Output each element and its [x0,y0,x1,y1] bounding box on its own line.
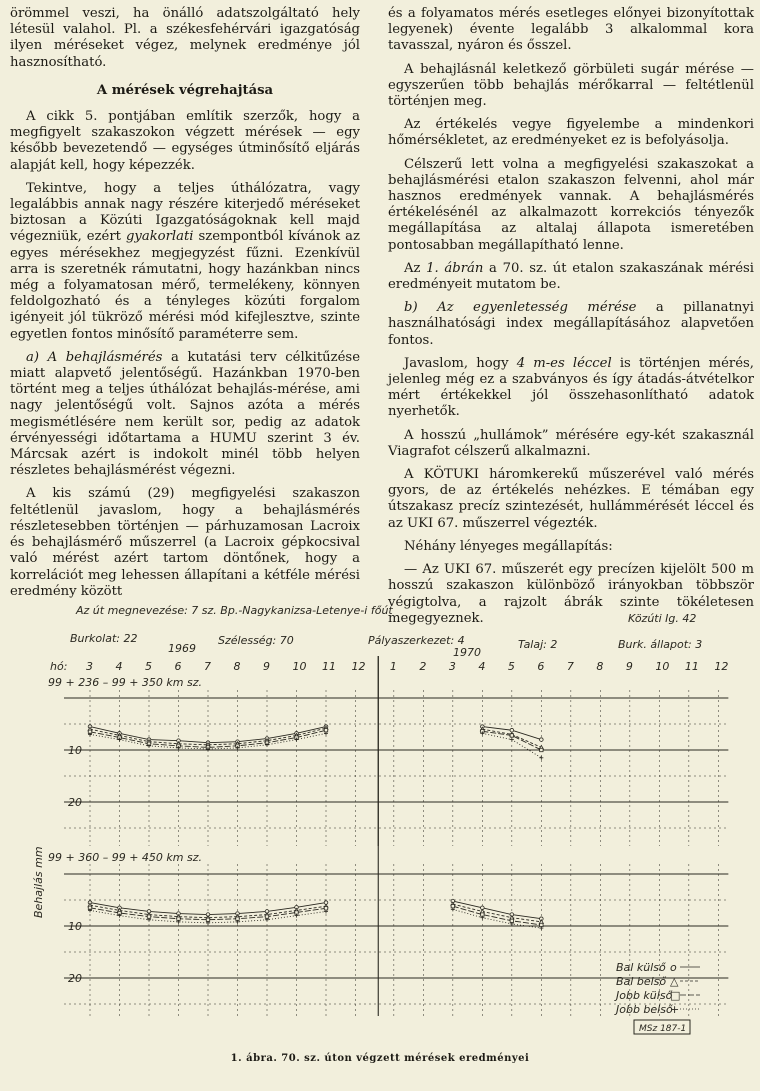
paragraph [388,261,754,293]
paragraph: Célszerű lett volna a megfigyelési szakaszokat a behajlásmérési etalon szakaszon felvenni, ahol már hasznos eredmények vannak. A behajlásmérés értékelésénél az alkalmazott korrekciós tényezők megállapítása az altalaj állapota ismeretében pontosabban megállapítható lenne. [388,156,754,253]
legend-label: Jobb külső [616,989,673,1002]
month-tick-label: 10 [292,660,307,673]
month-tick-label: 4 [478,660,486,673]
month-tick-label: 5 [145,660,152,673]
legend-marker: △ [670,975,679,988]
y-tick-label: 10 [68,744,82,757]
month-label: hó: [50,660,68,673]
szelesseg-label: Szélesség: 70 [218,634,294,647]
legend-marker: □ [670,989,681,1002]
data-point [510,734,513,737]
deflection-figure [28,598,729,1046]
paragraph: A behajlásnál keletkező görbületi sugár mérése — egyszerűen több behajlás mérőkarral — feltétlenül történjen meg. [388,61,754,110]
text-run: Az [404,260,427,276]
month-tick-label: 6 [174,660,182,673]
paragraph: Néhány lényeges megállapítás: [404,538,613,554]
month-tick-label: 9 [625,660,633,673]
month-tick-label: 7 [566,660,574,673]
paragraph: Az értékelés vegye figyelembe a mindenkori hőmérsékletet, az eredményeket ez is befolyásolja. [388,117,754,149]
month-tick-label: 4 [115,660,123,673]
paragraph [10,350,360,480]
figure-caption: 1. ábra. 70. sz. úton végzett mérések eredményei [230,1053,530,1064]
text-run: a 70. sz. út etalon szakaszának mérési eredményeit mutatom be. [388,260,754,293]
right-text-column [388,6,754,634]
y-axis-label: Behajlás mm [32,846,45,918]
month-tick-label: 5 [507,660,515,673]
data-point [540,748,543,751]
month-tick-label: 3 [86,660,93,673]
series [88,725,543,930]
emphasis: 1. ábrán [426,260,484,276]
y-tick-label: 20 [68,972,82,985]
text-run: Tekintve, hogy a teljes úthálózatra, vagy legalábbis annak nagy részére kiterjedő méréseket biztosan a Közúti Igazgatóságoknak kell majd végezniük, ezért [10,180,360,245]
paragraph [388,300,754,349]
legend-label: Bal belső [616,975,667,988]
text-run: Javaslom, hogy [404,355,517,371]
paragraph: A kis számú (29) megfigyelési szakaszon feltétlenül javaslom, hogy a behajlásmérés részletesebben történjen — párhuzamosan Lacroix és behajlásmérő műszerrel (a Lacroix gépkocsival való mérést azért tartom döntőnek, hogy a korrelációt meg lehessen állapítani a kétféle mérési eredmény között [10,486,360,599]
text-run: a kutatási terv célkitűzése miatt alapvető jelentőségű. Hazánkban 1970-ben történt meg a teljes úthálózat behajlás-mérése, ami nagy jelentőségű volt. Sajnos azóta a mérés megismétlésére nem került sor, pedig az adatok érvényességi időtartama a HUMU szerint 3 év. Márcsak azért is indokolt minél több helyen részletes behajlásmérést végezni. [10,349,360,479]
authority-label: Közúti Ig. 42 [628,612,697,625]
paragraph: A KÖTUKI háromkerekű műszerével való mérés gyors, de az értékelés nehézkes. E témában egy útszakasz precíz szintezését, hullámmérését léccel és az UKI 67. műszerrel végezték. [388,467,754,531]
text-run: is történjen mérés, jelenleg még ez a szabványos és így átadás-átvételkor mért értékekkel jól összehasonlítható adatok nyerhetők. [388,355,755,420]
emphasis: 4 m-es léccel [516,355,612,371]
year-left: 1969 [168,642,196,655]
talaj-label: Talaj: 2 [518,638,558,651]
section-2-label: 99 + 360 – 99 + 450 km sz. [48,851,202,864]
legend [614,961,700,1016]
text-run: szempontból kívánok az egyes mérésekhez megjegyzést fűzni. Ezenkívül arra is szeretnék rámutatni, hogy hazánkban nincs még a folyamatosan mérő, termelékeny, könnyen feldolgozható és a tényleges közúti forgalom igényeit jól tükröző mérési mód kifejlesztve, szinte egyetlen fontos minősítő paraméterre sem. [10,229,360,342]
paragraph: örömmel veszi, ha önálló adatszolgáltató hely létesül valahol. Pl. a székesfehérvári igazgatóság ilyen méréseket végez, melynek eredménye jól hasznosítható. [10,6,360,70]
left-text-column [10,6,360,607]
month-tick-label: 9 [263,660,270,673]
month-tick-label: 1 [389,660,397,673]
burkolat-label: Burkolat: 22 [70,632,138,645]
month-tick-label: 8 [596,660,604,673]
paragraph: és a folyamatos mérés esetleges előnyei bizonyítottak legyenek) évente legalább 3 alkalommal kora tavasszal, nyáron és ősszel. [388,6,754,54]
legend-label: Bal külső [616,961,666,974]
paragraph: A hosszú „hullámok” mérésére egy-két szakasznál Viagrafot célszerű alkalmazni. [388,427,754,459]
series-line [453,906,541,925]
legend-marker: o [670,961,677,974]
series-line [453,904,541,922]
paragraph: A cikk 5. pontjában említik szerzők, hogy a megfigyelt szakaszokon végzett mérések — egy később bevezetendő — egységes útminősítő eljárás alapját kell, hogy képezzék. [10,109,360,173]
stamp-label: MSz 187-1 [639,1024,687,1034]
month-tick-label: 12 [351,660,366,673]
month-tick-label: 8 [233,660,241,673]
month-tick-label: 12 [714,660,729,673]
month-tick-label: 11 [322,660,336,673]
legend-marker: + [670,1003,680,1016]
month-tick-label: 10 [655,660,670,673]
data-point [510,728,514,732]
month-tick-label: 11 [684,660,699,673]
burk-allapot-label: Burk. állapot: 3 [618,638,703,651]
emphasis: b) Az egyenletesség mérése [404,300,637,316]
emphasis: a) A behajlásmérés [26,349,163,365]
road-name: Az út megnevezése: 7 sz. Bp.-Nagykanizsa-Letenye-i főút [76,604,393,617]
series-line [453,909,541,928]
tick-labels [68,660,728,985]
month-tick-label: 6 [537,660,545,673]
month-tick-label: 7 [204,660,211,673]
month-tick-label: 3 [448,660,456,673]
section-heading: A mérések végrehajtása [96,82,274,98]
paragraph: — Az UKI 67. műszerét egy precízen kijelölt 500 m hosszú szakaszon különböző irányokban többször végigtolva, a rajzolt ábrák szinte tökéletesen megegyeznek. [388,562,754,626]
emphasis: gyakorlati [125,229,194,245]
text-run: a pillanatnyi használhatósági index megállapításához alapvetően fontos. [388,300,754,348]
paragraph [388,356,754,421]
y-tick-label: 10 [68,920,82,933]
section-1-label: 99 + 236 – 99 + 350 km sz. [48,676,202,689]
palyaszerkezet-label: Pályaszerkezet: 4 [368,634,465,647]
paragraph [10,181,360,343]
data-point [540,738,544,742]
legend-label: Jobb belső [616,1003,673,1016]
deflection-chart [28,598,729,1046]
y-tick-label: 20 [68,796,82,809]
month-tick-label: 2 [419,660,427,673]
year-right: 1970 [453,646,481,659]
